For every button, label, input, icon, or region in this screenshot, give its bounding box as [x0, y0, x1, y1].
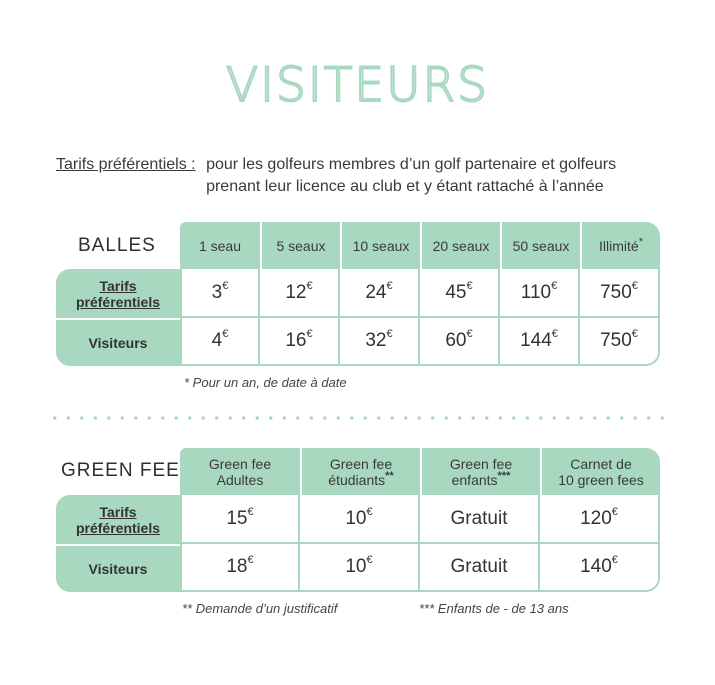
balles-cell — [420, 318, 500, 366]
currency: € — [386, 328, 393, 340]
value: 4 — [211, 330, 223, 351]
greenfee-row-tarifs-label-2: préférentiels — [75, 519, 161, 536]
greenfee-header-1 — [180, 448, 300, 495]
intro-line-2: prenant leur licence au club et y étant rattaché à l’année — [206, 178, 604, 195]
greenfee-cell — [180, 495, 300, 544]
balles-cell — [180, 269, 260, 318]
greenfee-header-3-l2: enfants — [451, 471, 498, 488]
greenfee-cell — [420, 544, 540, 592]
value: 16 — [285, 330, 307, 351]
greenfee-row-visiteurs-label: Visiteurs — [56, 544, 180, 592]
currency: € — [366, 505, 373, 518]
balles-note: * Pour un an, de date à date — [184, 375, 347, 390]
currency: € — [222, 328, 229, 340]
greenfee-table — [56, 448, 660, 592]
greenfee-header-2-mark: ** — [385, 469, 394, 482]
balles-row-visiteurs-label: Visiteurs — [56, 318, 180, 366]
currency: € — [366, 554, 373, 566]
greenfee-header-4 — [540, 448, 660, 495]
greenfee-cell — [300, 544, 420, 592]
greenfee-header-2 — [300, 448, 420, 495]
value: 45 — [445, 281, 467, 303]
value: 24 — [365, 281, 387, 303]
currency: € — [466, 328, 473, 340]
value: 140 — [580, 556, 612, 577]
currency: € — [247, 505, 254, 518]
balles-header-6 — [580, 222, 660, 269]
intro-line-1: pour les golfeurs membres d’un golf partenaire et golfeurs — [206, 156, 617, 173]
balles-header-4: 20 seaux — [420, 222, 500, 269]
greenfee-cell — [540, 495, 660, 544]
balles-header-2: 5 seaux — [260, 222, 340, 269]
greenfee-corner — [56, 448, 180, 495]
greenfee-header-2-l1: Green fee — [329, 455, 393, 472]
currency: € — [466, 279, 473, 292]
value: 3 — [211, 281, 223, 303]
currency: € — [386, 279, 393, 292]
balles-header-6-text: Illimité — [599, 237, 639, 254]
page-title: VISITEURS — [225, 58, 489, 113]
greenfee-header-1-l1: Green fee — [208, 455, 272, 472]
balles-header-1: 1 seau — [180, 222, 260, 269]
currency: € — [631, 328, 638, 340]
balles-cell — [500, 318, 580, 366]
greenfee-header-2-l2: étudiants — [328, 471, 386, 488]
balles-table — [56, 222, 660, 366]
greenfee-header-4-l1: Carnet de — [570, 455, 632, 472]
value: 750 — [600, 281, 632, 303]
balles-cell — [180, 318, 260, 366]
value: 32 — [365, 330, 387, 351]
dotted-divider — [48, 416, 670, 420]
greenfee-header-1-l2: Adultes — [216, 471, 264, 488]
greenfee-note-2: *** Enfants de - de 13 ans — [419, 601, 569, 616]
greenfee-header-3-mark: *** — [497, 469, 511, 482]
value: Gratuit — [450, 556, 508, 577]
intro-text — [206, 154, 616, 198]
currency: € — [306, 279, 313, 292]
greenfee-row-tarifs-label — [56, 495, 180, 544]
intro — [56, 154, 616, 198]
balles-header-5: 50 seaux — [500, 222, 580, 269]
greenfee-label: GREEN FEE — [61, 460, 180, 481]
greenfee-note-1: ** Demande d’un justificatif — [182, 601, 338, 616]
currency: € — [247, 554, 254, 566]
value: 60 — [445, 330, 467, 351]
greenfee-header-3-l1: Green fee — [449, 455, 513, 472]
balles-cell — [340, 318, 420, 366]
balles-header-3: 10 seaux — [340, 222, 420, 269]
balles-label: BALLES — [78, 235, 156, 256]
balles-row-tarifs-label-2: préférentiels — [75, 293, 161, 310]
greenfee-cell — [300, 495, 420, 544]
currency: € — [551, 328, 558, 340]
value: 10 — [345, 507, 367, 529]
value: 12 — [285, 281, 307, 303]
greenfee-row-tarifs-label-1: Tarifs — [99, 503, 137, 520]
balles-cell — [420, 269, 500, 318]
value: 15 — [226, 507, 248, 529]
balles-cell — [580, 269, 660, 318]
greenfee-cell — [420, 495, 540, 544]
balles-cell — [580, 318, 660, 366]
greenfee-header-3 — [420, 448, 540, 495]
balles-row-tarifs-label — [56, 269, 180, 318]
greenfee-cell — [180, 544, 300, 592]
greenfee-cell — [540, 544, 660, 592]
currency: € — [611, 505, 618, 518]
value: 110 — [520, 281, 552, 303]
value: 120 — [580, 507, 612, 529]
value: 10 — [345, 556, 367, 577]
value: 144 — [520, 330, 552, 351]
currency: € — [611, 554, 618, 566]
value: Gratuit — [450, 507, 508, 529]
value: 750 — [600, 330, 632, 351]
balles-cell — [260, 318, 340, 366]
currency: € — [551, 279, 558, 292]
balles-cell — [500, 269, 580, 318]
balles-cell — [260, 269, 340, 318]
balles-header-6-mark: * — [638, 235, 643, 248]
greenfee-header-4-l2: 10 green fees — [558, 471, 644, 488]
value: 18 — [226, 556, 248, 577]
balles-row-tarifs-label-1: Tarifs — [99, 277, 137, 294]
currency: € — [631, 279, 638, 292]
currency: € — [222, 279, 229, 292]
balles-corner — [56, 222, 180, 269]
currency: € — [306, 328, 313, 340]
intro-label: Tarifs préférentiels : — [56, 156, 196, 173]
balles-cell — [340, 269, 420, 318]
